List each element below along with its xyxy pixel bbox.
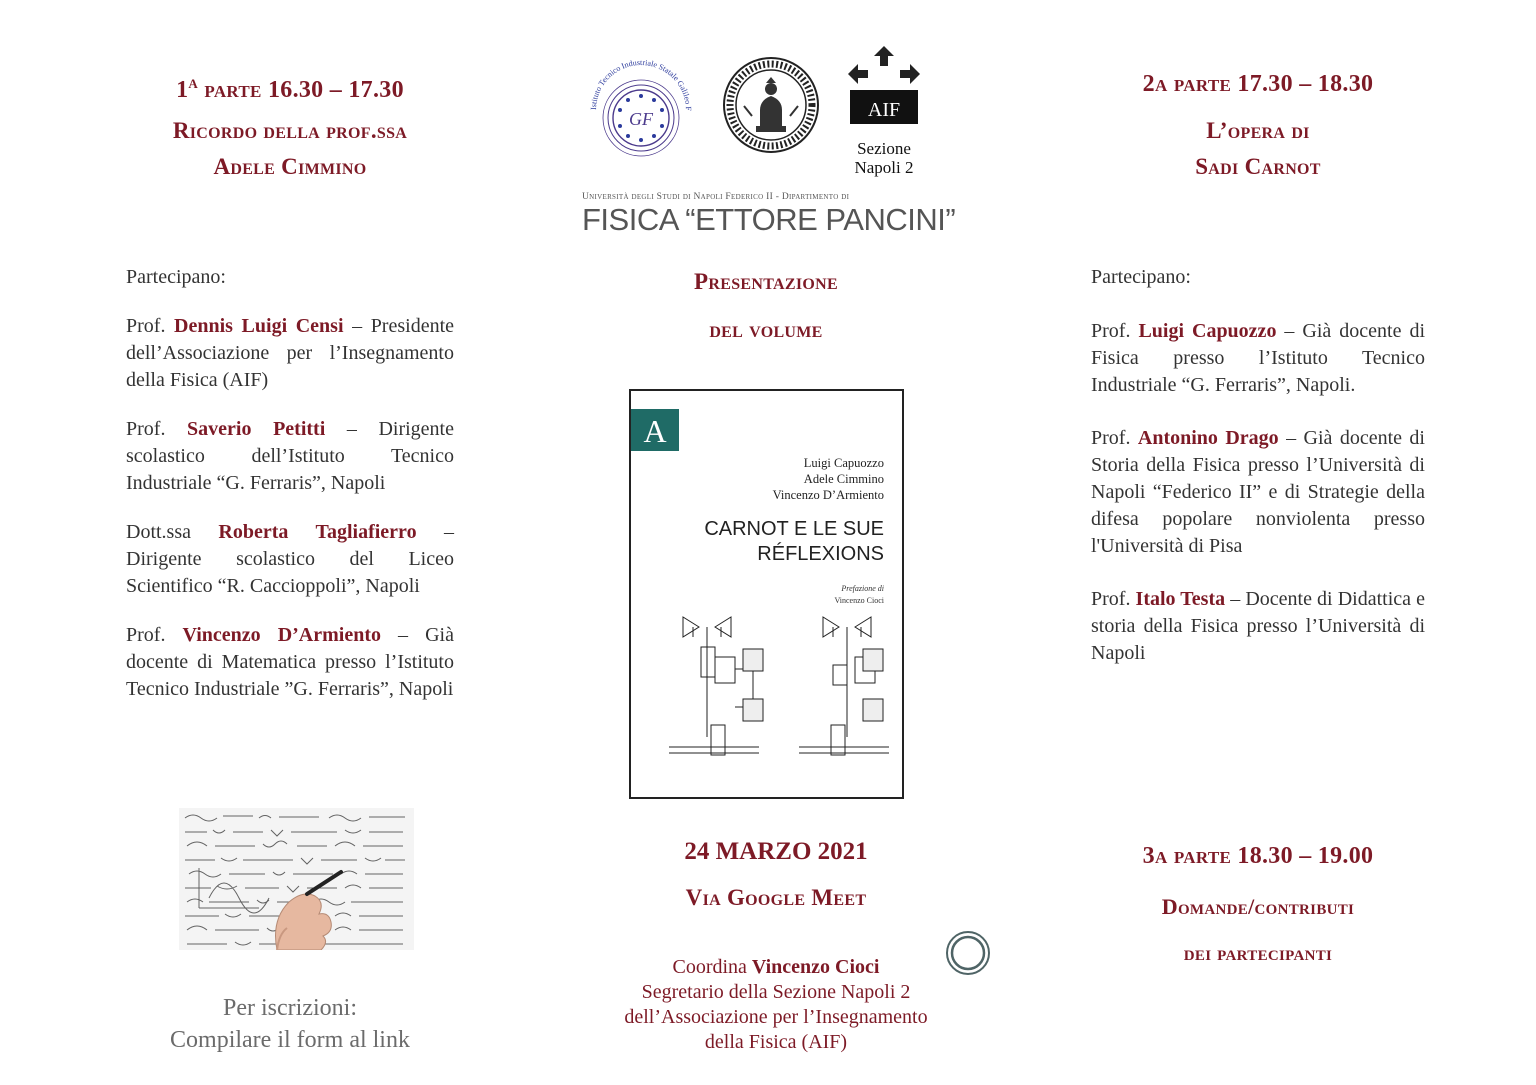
- part2-heading: 2a parte 17.30 – 18.30: [1142, 71, 1374, 97]
- book-title: [704, 517, 884, 567]
- part3-title-line1: Domande/contributi: [1161, 894, 1355, 919]
- part3-heading: 3a parte 18.30 – 19.00: [1142, 843, 1374, 869]
- book-authors: [773, 455, 884, 503]
- participant-item: Prof. Saverio Petitti – Dirigente scolastico dell’Istituto Tecnico Industriale “G. Ferraris”, Napoli: [126, 418, 454, 494]
- part2-title-line2: Sadi Carnot: [1195, 154, 1321, 179]
- participant-item: Prof. Italo Testa – Docente di Didattica e storia della Fisica presso l’Università di Napoli: [1091, 588, 1425, 664]
- part3-title-line2: dei partecipanti: [1183, 940, 1333, 965]
- participant-item: Prof. Luigi Capuozzo – Già docente di Fisica presso l’Istituto Tecnico Industriale “G. Ferraris”, Napoli.: [1091, 320, 1426, 396]
- presentation-heading: [582, 264, 950, 348]
- coordinator-association: dell’Associazione per l’Insegnamento: [624, 1006, 928, 1028]
- svg-text:A: A: [643, 413, 667, 449]
- book-author: Adele Cimmino: [803, 472, 884, 486]
- school-logo-initials: GF: [629, 109, 653, 129]
- part1-title-line2: Adele Cimmino: [213, 154, 367, 179]
- aif-city-label: Napoli 2: [854, 158, 914, 177]
- participant-name: Roberta Tagliafierro: [218, 521, 417, 543]
- book-preface-author: Vincenzo Cioci: [834, 596, 884, 605]
- participant-name: Saverio Petitti: [187, 418, 326, 440]
- school-logo: [582, 58, 700, 162]
- department-header: [582, 192, 956, 238]
- book-author: Vincenzo D’Armiento: [772, 488, 884, 502]
- right-participants-list: [1091, 318, 1425, 689]
- participant-item: Dott.ssa Roberta Tagliafierro – Dirigente scolastico del Liceo Scientifico “R. Caccioppoli”, Napoli: [126, 521, 454, 597]
- participant-name: Dennis Luigi Censi: [174, 315, 344, 337]
- registration-link[interactable]: Compilare il form al link: [170, 1027, 410, 1053]
- right-participants-label: Partecipano:: [1091, 266, 1191, 288]
- part1-time: parte 16.30 – 17.30: [198, 77, 404, 103]
- department-university-line: Università degli Studi di Napoli Federico II - Dipartimento di: [582, 192, 850, 202]
- part1-sup: A: [188, 76, 199, 91]
- part3-title: [1091, 884, 1425, 976]
- publisher-logo: [631, 409, 679, 451]
- participant-item: Prof. Dennis Luigi Censi – Presidente dell’Associazione per l’Insegnamento della Fisica (AIF): [126, 315, 454, 391]
- registration-info: [126, 992, 454, 1056]
- part2-title: [1091, 113, 1425, 185]
- left-participants-list: [126, 313, 454, 725]
- part1-title: [126, 113, 454, 185]
- participant-item: Prof. Vincenzo D’Armiento – Già docente di Matematica presso l’Istituto Tecnico Industriale ”G. Ferraris”, Napoli: [126, 624, 454, 700]
- left-participants-label: Partecipano:: [126, 266, 226, 288]
- participant-name: Antonino Drago: [1137, 427, 1279, 449]
- school-logo-ring-text: Istituto Tecnico Industriale Statale Galileo F: [588, 58, 694, 111]
- coordinator-name: Vincenzo Cioci: [751, 956, 880, 978]
- book-cover: [629, 389, 904, 799]
- book-preface-label: Prefazione di: [841, 584, 884, 593]
- aif-logo-text: AIF: [867, 99, 901, 121]
- aif-logo: [838, 44, 930, 178]
- hand-writing-formulas-image: [179, 808, 414, 950]
- coordinator-role: Segretario della Sezione Napoli 2: [641, 981, 911, 1003]
- book-author: Luigi Capuozzo: [803, 456, 884, 470]
- book-preface: [834, 583, 884, 607]
- part1-title-line1: Ricordo della prof.ssa: [172, 118, 408, 143]
- aif-sezione-label: Sezione: [857, 139, 911, 158]
- participant-name: Vincenzo D’Armiento: [182, 624, 381, 646]
- university-seal-logo: [722, 56, 820, 154]
- book-title-line2: RÉFLEXIONS: [757, 543, 884, 565]
- coordinator-info: [582, 955, 970, 1055]
- presentation-line1: Presentazione: [694, 269, 838, 294]
- part2-title-line1: L’opera di: [1206, 118, 1310, 143]
- part1-heading: [126, 66, 454, 108]
- circle-ring-icon: [945, 930, 991, 976]
- book-title-line1: CARNOT E LE SUE: [704, 518, 884, 540]
- participant-name: Luigi Capuozzo: [1138, 320, 1277, 342]
- department-name: FISICA “ETTORE PANCINI”: [582, 202, 956, 237]
- coordinator-association-end: della Fisica (AIF): [704, 1031, 848, 1053]
- book-engine-illustration: [659, 607, 889, 767]
- part1-number: 1: [176, 77, 189, 103]
- coordinator-label: Coordina: [672, 956, 752, 978]
- event-venue: Via Google Meet: [685, 885, 867, 910]
- event-date: 24 MARZO 2021: [684, 838, 868, 865]
- presentation-line2: del volume: [709, 317, 823, 342]
- participant-item: Prof. Antonino Drago – Già docente di Storia della Fisica presso l’Università di Napoli “Federico II” e di Strategie della difesa popolare nonviolenta presso l'Università di Pisa: [1091, 427, 1425, 557]
- registration-label: Per iscrizioni:: [223, 995, 357, 1021]
- participant-name: Italo Testa: [1135, 588, 1226, 610]
